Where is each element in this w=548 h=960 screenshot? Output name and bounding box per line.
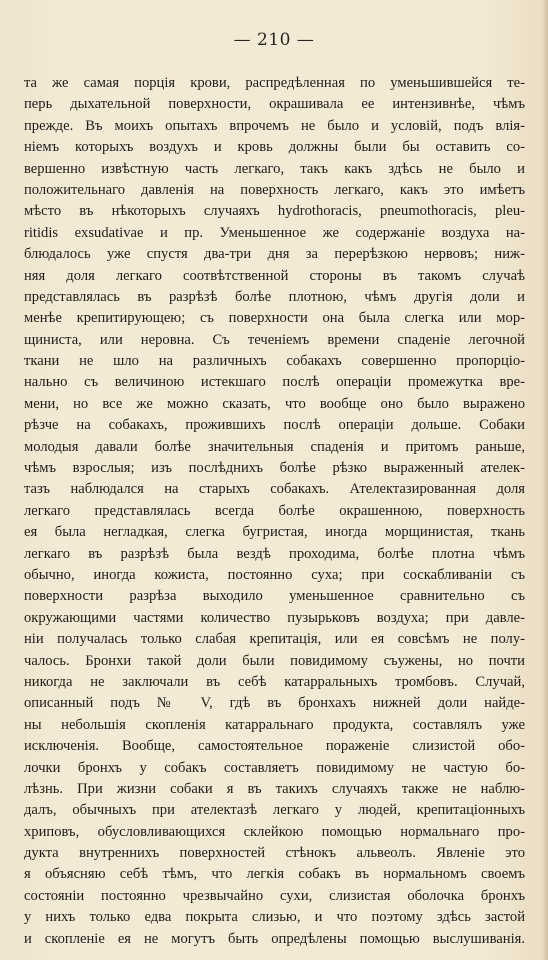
text-line: чѣмъ взрослыя; изъ послѣднихъ болѣе рѣзко выраженный ателек- bbox=[24, 460, 525, 477]
text-line: описанный подъ № V, гдѣ въ бронхахъ нижней доли найде- bbox=[24, 695, 525, 712]
text-line: ніи получалась только слабая крепитація, или ея совсѣмъ не полу- bbox=[24, 631, 525, 648]
text-line: у нихъ только едва покрыта слизью, и что поэтому здѣсь застой bbox=[24, 909, 525, 926]
text-line: щиниста, или неровна. Съ теченіемъ времени спаденіе легочной bbox=[24, 331, 525, 348]
page-number: — 210 — bbox=[233, 30, 315, 50]
text-line: обычно, иногда кожиста, постоянно суха; при соскабливаніи съ bbox=[24, 566, 525, 583]
text-line: тазъ наблюдался на старыхъ собакахъ. Ателектазированная доля bbox=[24, 481, 525, 498]
text-line: ritidis exsudativae и пр. Уменьшенное же содержаніе воздуха на- bbox=[24, 224, 525, 241]
text-line: никогда не заключали въ себѣ катарральныхъ тромбовъ. Случай, bbox=[24, 673, 525, 690]
text-line: прежде. Въ моихъ опытахъ впрочемъ не было и условій, подъ влія- bbox=[24, 117, 525, 134]
text-line: поверхности разрѣза выходило уменьшенное сравнительно съ bbox=[24, 588, 525, 605]
text-line: нально съ величиною истекшаго послѣ операціи промежутка вре- bbox=[24, 374, 525, 391]
text-line: состояніи постоянно чрезвычайно сухи, слизистая оболочка бронхъ bbox=[24, 887, 525, 904]
text-line: хриповъ, обусловливающихся склейкою помощью нормальнаго про- bbox=[24, 823, 525, 840]
text-line: молодыя давали болѣе значительныя спаденія и притомъ раньше, bbox=[24, 438, 525, 455]
text-line: лѣзнь. При жизни собаки я въ такихъ случаяхъ также не наблю- bbox=[24, 780, 525, 797]
text-line: и скопленіе ея не могутъ быть опредѣлены помощью выслушиванія. bbox=[24, 930, 525, 947]
text-line: менѣе крепитирующею; съ поверхности она была слегка или мор- bbox=[24, 310, 525, 327]
text-line: ткани не шло на различныхъ собакахъ совершенно пропорціо- bbox=[24, 353, 525, 370]
text-line: вершенно извѣстную часть легкаго, такъ какъ здѣсь не было и bbox=[24, 160, 525, 177]
text-line: исключенія. Вообще, самостоятельное пораженіе слизистой обо- bbox=[24, 738, 525, 755]
text-line: мѣсто въ нѣкоторыхъ случаяхъ hydrothoracis, pneumothoracis, pleu- bbox=[24, 203, 525, 220]
text-line: ея была негладкая, слегка бугристая, иногда морщинистая, ткань bbox=[24, 524, 525, 541]
text-line: лочки бронхъ у собакъ составляетъ повидимому не частую бо- bbox=[24, 759, 525, 776]
text-line: дукта внутреннихъ поверхностей стѣнокъ альвеолъ. Явленіе это bbox=[24, 845, 525, 862]
text-line: перь дыхательной поверхности, окрашивала ее интензивнѣе, чѣмъ bbox=[24, 96, 525, 113]
text-line: представлялась въ разрѣзѣ болѣе плотною, чѣмъ другія доли и bbox=[24, 288, 525, 305]
text-line: положительнаго давленія на поверхность легкаго, какъ это имѣетъ bbox=[24, 181, 525, 198]
page-edge-shadow bbox=[542, 0, 548, 960]
text-line: ніемъ которыхъ воздухъ и кровь должны были бы оставить со- bbox=[24, 139, 525, 156]
text-line: окружающими частями количество пузырьковъ воздуха; при давле- bbox=[24, 609, 525, 626]
text-line: блюдалось уже спустя два-три дня за перерѣзкою нервовъ; ниж- bbox=[24, 246, 525, 263]
text-line: няя доля легкаго соотвѣтственной стороны въ такомъ случаѣ bbox=[24, 267, 525, 284]
text-line: я объясняю себѣ тѣмъ, что легкія собакъ въ нормальномъ своемъ bbox=[24, 866, 525, 883]
text-line: легкаго въ разрѣзѣ была вездѣ проходима, болѣе плотна чѣмъ bbox=[24, 545, 525, 562]
text-line: ны небольшія скопленія катарральнаго продукта, составлялъ уже bbox=[24, 716, 525, 733]
text-line: легкаго представлялась всегда болѣе окрашенною, поверхность bbox=[24, 502, 525, 519]
body-text bbox=[24, 73, 525, 950]
text-line: далъ, обычныхъ при ателектазѣ легкаго у людей, крепитаціонныхъ bbox=[24, 802, 525, 819]
text-line: мени, но все же можно сказать, что вообще оно было выражено bbox=[24, 395, 525, 412]
text-line: рѣзче на собакахъ, прожившихъ послѣ операціи дольше. Собаки bbox=[24, 417, 525, 434]
text-line: чалось. Бронхи такой доли были повидимому съужены, но почти bbox=[24, 652, 525, 669]
text-line: та же самая порція крови, распредѣленная по уменьшившейся те- bbox=[24, 75, 525, 91]
